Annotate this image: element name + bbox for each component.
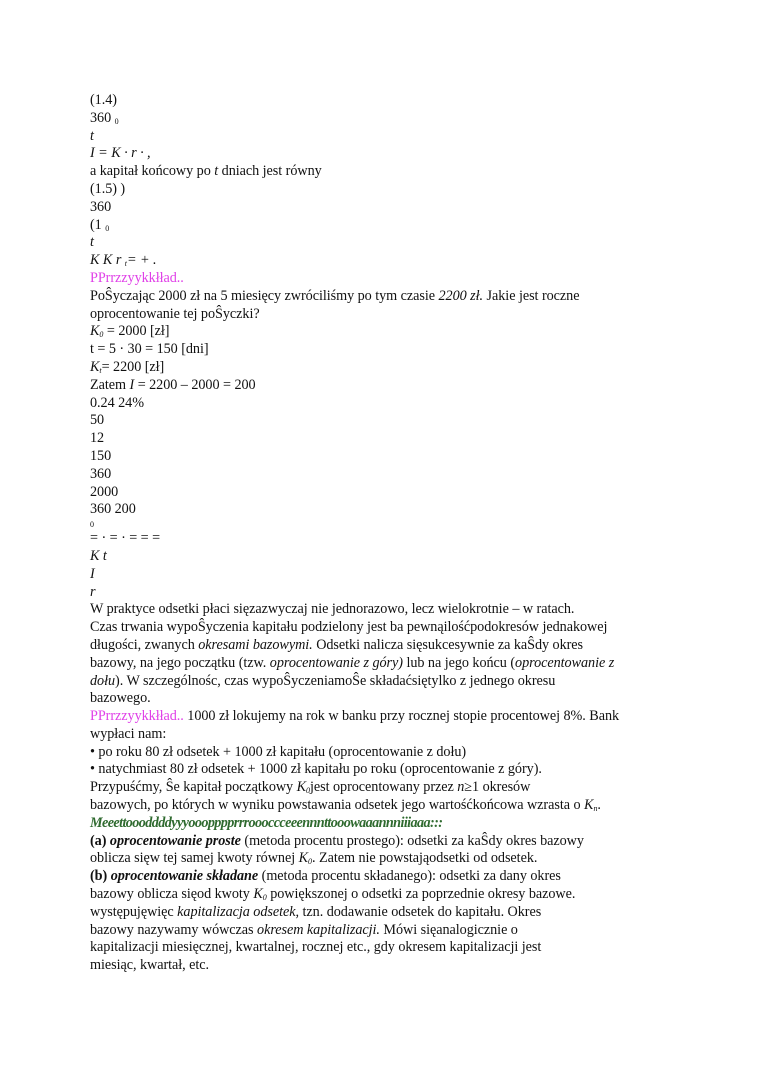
- text-line: oblicza sięw tej samej kwoty równej $K_0$. Zatem nie powstająodsetki od odsetek.: [90, 850, 538, 867]
- text-line: oprocentowanie tej poŜyczki?: [90, 305, 260, 322]
- text-line: K t: [90, 547, 107, 564]
- text-line: Czas trwania wypoŜyczenia kapitału podzielony jest ba pewnąilośćpodokresów jednakowej: [90, 619, 608, 636]
- text-line: długości, zwanych okresami bazowymi. Odsetki nalicza sięsukcesywnie za kaŜdy okres: [90, 636, 584, 653]
- text-line: t = 5 · 30 = 150 [dni]: [90, 341, 209, 358]
- text-line: (a) oprocentowanie proste (metoda procentu prostego): odsetki za kaŜdy okres bazowy: [90, 832, 584, 849]
- text-line: bazowego.: [90, 690, 151, 707]
- text-line: (1.4): [90, 92, 117, 108]
- text-line: $K_t= 2200$ [zł]: [90, 358, 165, 375]
- text-line: 360: [90, 465, 112, 482]
- text-line: (b) oprocentowanie składane (metoda procentu składanego): odsetki za dany okres: [90, 868, 561, 885]
- text-line: 0.24 24%: [90, 394, 144, 411]
- bullet-item: • po roku 80 zł odsetek + 1000 zł kapitału (oprocentowanie z dołu): [90, 743, 467, 760]
- text-line: 12: [90, 430, 105, 447]
- text-line: dołu). W szczególnośc, czas wypoŜyczeniamoŜe składaćsiętylko z jednego okresu: [90, 672, 556, 689]
- section-heading: Meeettoooddddyyyooopppprrroooccceeennnttooowaaannniiiaaa:::: [90, 814, 443, 831]
- text-line: wypłaci nam:: [90, 725, 167, 742]
- text-line: bazowy, na jego początku (tzw. oprocentowanie z góry) lub na jego końcu (oprocentowanie z: [90, 654, 615, 671]
- text-line: 360: [90, 198, 112, 215]
- text-line: 360 200: [90, 501, 136, 518]
- text-line: (1.5) ): [90, 180, 126, 197]
- text-line: bazowych, po których w wyniku powstawania odsetek jego wartośćkońcowa wzrasta o $K_n$.: [90, 797, 601, 814]
- text-line: Zatem I = 2200 – 2000 = 200: [90, 376, 256, 393]
- formula-line: = · = · = = =: [90, 530, 161, 547]
- text-line: a kapitał końcowy po t dniach jest równy: [90, 163, 322, 180]
- text-line: bazowy oblicza sięod kwoty $K_0$ powiększonej o odsetki za poprzednie okresy bazowe.: [90, 886, 576, 903]
- text-line: (1 $_0$: [90, 216, 110, 233]
- text-line: 2000: [90, 483, 119, 500]
- text-line: PoŜyczając 2000 zł na 5 miesięcy zwróciliśmy po tym czasie 2200 zł. Jakie jest roczne: [90, 287, 580, 304]
- example-label: PPrrzzyykkłład..: [90, 708, 184, 725]
- text-line: t: [90, 127, 94, 144]
- text-line: I: [90, 565, 95, 582]
- text-line: 360 $_0$: [90, 109, 119, 126]
- bullet-item: • natychmiast 80 zł odsetek + 1000 zł kapitału po roku (oprocentowanie z góry).: [90, 761, 542, 778]
- text-line: Przypuśćmy, Ŝe kapitał początkowy $K_0jest$ oprocentowany przez n≥1 okresów: [90, 779, 531, 796]
- text-line: W praktyce odsetki płaci sięzazwyczaj nie jednorazowo, lecz wielokrotnie – w ratach.: [90, 601, 575, 618]
- text-line: występujęwięc kapitalizacja odsetek, tzn. dodawanie odsetek do kapitału. Okres: [90, 903, 542, 920]
- formula-line: K K r $_t$= + .: [90, 252, 157, 269]
- text-line: bazowy nazywamy wówczas okresem kapitalizacji. Mówi sięanalogicznie o: [90, 921, 518, 938]
- text-line: kapitalizacji miesięcznej, kwartalnej, rocznej etc., gdy okresem kapitalizacji jest: [90, 939, 542, 956]
- text-line: 0: [90, 520, 94, 530]
- example-label: PPrrzzyykkłład..: [90, 269, 184, 286]
- text-line: t: [90, 234, 94, 251]
- text-line: miesiąc, kwartał, etc.: [90, 957, 210, 974]
- text-line: $K_0 = 2000$ [zł]: [90, 323, 170, 340]
- text-line: r: [90, 583, 96, 600]
- document-page: [90, 92, 690, 975]
- text-line: 50: [90, 412, 105, 429]
- formula-line: I = K · r · ,: [90, 145, 151, 162]
- text-line: 150: [90, 447, 112, 464]
- text-line: PPrrzzyykkłład.. 1000 zł lokujemy na rok w banku przy rocznej stopie procentowej 8%. Bank: [90, 708, 620, 725]
